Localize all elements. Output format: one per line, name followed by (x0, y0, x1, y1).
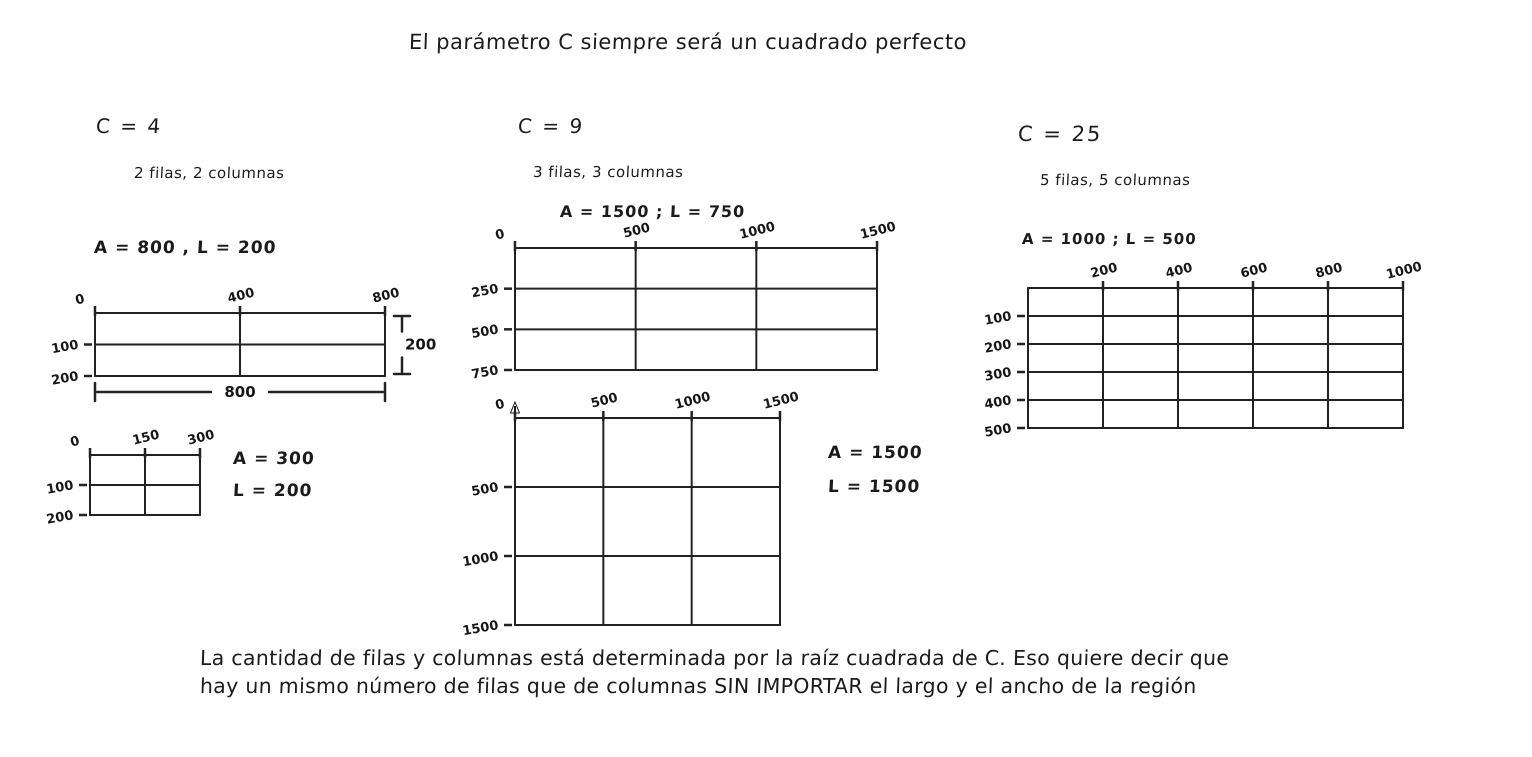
x-tick-label: 400 (226, 285, 257, 307)
x-tick-label: 1000 (738, 219, 777, 243)
x-tick-label: 0 (493, 396, 507, 414)
c9-square-grid-length-label: L = 1500 (827, 477, 921, 497)
c9-subheading: 3 filas, 3 columnas (532, 163, 684, 181)
y-tick-label: 1500 (461, 618, 500, 640)
x-tick-label: 1000 (1384, 259, 1424, 283)
y-tick-label: 100 (45, 478, 75, 498)
x-tick-label: 0 (68, 433, 82, 451)
grid-lines (90, 455, 200, 515)
grid-lines (515, 248, 877, 370)
height-dimension-label: 200 (405, 335, 437, 354)
grid-lines (1028, 288, 1403, 428)
page-title: El parámetro C siempre será un cuadrado perfecto (408, 30, 968, 54)
y-tick-label: 500 (983, 421, 1013, 441)
c9-square-grid-box (445, 368, 870, 670)
footer-line-1: La cantidad de filas y columnas está determinada por la raíz cuadrada de C. Eso quiere decir que (199, 646, 1230, 670)
y-tick-label: 500 (470, 480, 500, 500)
x-tick-label: 800 (371, 285, 402, 307)
y-tick-label: 300 (983, 365, 1013, 385)
c4-subheading: 2 filas, 2 columnas (133, 164, 285, 182)
y-tick-label: 500 (470, 322, 500, 342)
y-tick-label: 100 (50, 337, 80, 358)
y-tick-label: 200 (50, 369, 80, 389)
y-tick-label: 1000 (461, 549, 500, 571)
c4-main-grid-box (25, 263, 475, 421)
c25-heading: C = 25 (1017, 122, 1104, 146)
x-tick-label: 150 (131, 427, 162, 449)
c4-heading: C = 4 (95, 114, 164, 138)
x-tick-label: 1500 (858, 219, 898, 243)
x-tick-label: 0 (493, 226, 507, 244)
c25-params: A = 1000 ; L = 500 (1021, 230, 1198, 248)
y-tick-label: 200 (45, 508, 75, 528)
c25-grid-root (983, 259, 1423, 440)
c4-small-grid-length-label: L = 200 (232, 481, 313, 501)
width-dimension-label: 800 (224, 383, 256, 401)
c25-subheading: 5 filas, 5 columnas (1039, 171, 1191, 189)
x-tick-label: 1000 (673, 389, 713, 413)
c9-square-grid-area-label: A = 1500 (827, 443, 924, 463)
x-tick-label: 500 (589, 390, 620, 412)
c9-params: A = 1500 ; L = 750 (559, 202, 746, 221)
c4-params: A = 800 , L = 200 (93, 238, 277, 258)
x-tick-label: 400 (1164, 260, 1195, 282)
c25-grid (958, 238, 1493, 473)
footer-line-2: hay un mismo número de filas que de columnas SIN IMPORTAR el largo y el ancho de la región (199, 674, 1198, 698)
grid-lines (95, 313, 385, 376)
c9-square-grid-root (461, 389, 800, 639)
c4-small-grid-root (45, 428, 216, 528)
x-tick-label: 500 (621, 220, 652, 242)
c4-small-grid-area-label: A = 300 (232, 449, 316, 469)
y-tick-label: 400 (983, 393, 1013, 413)
c9-heading: C = 9 (517, 114, 586, 138)
c9-square-grid (445, 368, 870, 670)
y-tick-label: 250 (470, 281, 500, 302)
grid-lines (515, 418, 780, 625)
c9-wide-grid-root (470, 219, 897, 382)
x-tick-label: 300 (186, 427, 217, 449)
y-tick-label: 750 (470, 363, 500, 383)
c4-main-grid (25, 263, 475, 421)
c4-main-grid-root (50, 286, 436, 401)
x-tick-label: 200 (1089, 260, 1120, 282)
y-tick-label: 200 (983, 337, 1013, 357)
y-tick-label: 100 (983, 309, 1013, 329)
x-tick-label: 800 (1314, 260, 1345, 282)
x-tick-label: 600 (1239, 260, 1270, 282)
x-tick-label: 1500 (761, 389, 801, 413)
x-tick-label: 0 (73, 291, 87, 309)
c25-grid-box (958, 238, 1493, 473)
